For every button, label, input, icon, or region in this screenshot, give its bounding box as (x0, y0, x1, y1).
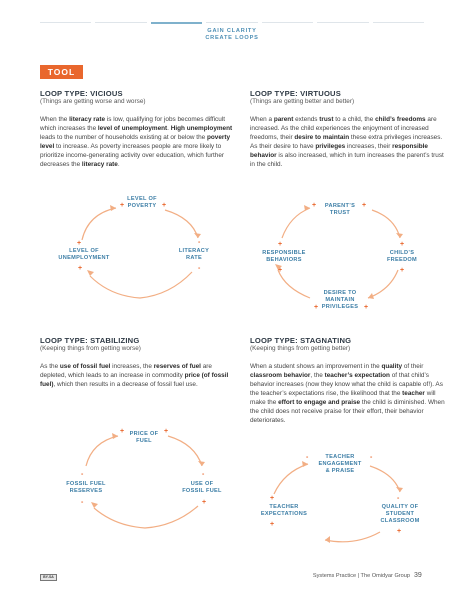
loop-title: LOOP TYPE: STAGNATING (250, 336, 352, 345)
sign-marker: + (270, 495, 275, 502)
license-badge: BY-SA (40, 574, 57, 581)
sign-marker: - (202, 471, 205, 478)
node-level-of-unemployment (58, 240, 109, 272)
stabilizing-loop-diagram (60, 422, 230, 542)
loop-subtitle: (Things are getting worse and worse) (40, 98, 146, 105)
node-label-line: MAINTAIN (325, 297, 355, 303)
section-title-line1: GAIN CLARITY (207, 28, 257, 34)
node-label-line: PARENT’S (324, 203, 356, 209)
node-label-line: RESERVES (69, 488, 103, 494)
node-label-line: LITERACY (178, 248, 210, 254)
node-label-line: DESIRE TO (323, 290, 357, 296)
sign-marker: - (198, 265, 201, 272)
node-label-line: LEVEL OF (69, 248, 99, 254)
sign-marker: - (397, 495, 400, 502)
sign-marker: + (362, 202, 367, 209)
arrow-arc (370, 466, 400, 492)
node-label-line: FOSSIL FUEL (66, 481, 106, 487)
loop-body: As the use of fossil fuel increases, the reserves of fuel are depleted, which leads to an increase in commodity price (of fossil fuel), which then results in a decrease of fossil fuel use. (40, 363, 229, 388)
node-label-line: UNEMPLOYMENT (58, 255, 110, 261)
loop-title: LOOP TYPE: VIRTUOUS (250, 89, 341, 98)
arrow-arc (90, 272, 192, 298)
node-teacher-expectations (261, 495, 307, 528)
arrow-head (396, 233, 403, 238)
node-label-line: EXPECTATIONS (260, 511, 308, 517)
sign-marker: + (312, 202, 317, 209)
node-label-line: USE OF (190, 481, 214, 487)
node-label-line: FOSSIL FUEL (182, 488, 222, 494)
node-label-line: RATE (185, 255, 203, 261)
loop-body: When a parent extends trust to a child, the child’s freedoms are increased. As the child experiences the enjoyment of increased freedoms, their desire to maintain these extra privileges increases. As their desire to have privileges increases, their responsible behavior is also increased, which in turn increases the parent’s trust in the child. (250, 116, 444, 168)
loop-stabilizing (40, 336, 236, 389)
sign-marker: - (81, 499, 84, 506)
arrow-arc (274, 464, 308, 494)
arrow-arc (86, 436, 118, 466)
arrow-head (396, 487, 403, 492)
sign-marker: + (162, 202, 167, 209)
progress-segment (373, 22, 424, 23)
arrow-head (325, 536, 330, 543)
arrow-head (304, 205, 310, 211)
loop-subtitle: (Keeping things from getting better) (250, 345, 351, 352)
sign-marker: + (120, 202, 125, 209)
arrow-head (87, 270, 94, 276)
arrow-head (110, 205, 116, 211)
node-use-of-fossil-fuel (182, 471, 222, 506)
sign-marker: + (400, 267, 405, 274)
page-number: 39 (414, 572, 422, 579)
node-literacy-rate (179, 239, 209, 272)
progress-segment (317, 22, 368, 23)
node-fossil-fuel-reserves (66, 471, 106, 506)
node-price-of-fuel (120, 428, 168, 444)
progress-segment-active (151, 22, 202, 24)
node-label-line: PRIVILEGES (321, 304, 359, 310)
node-label-line: TEACHER (269, 504, 299, 510)
sign-marker: + (270, 521, 275, 528)
loop-title: LOOP TYPE: STABILIZING (40, 336, 140, 345)
sign-marker: + (314, 304, 319, 311)
progress-segment (262, 22, 313, 23)
arrow-arc (278, 270, 310, 298)
node-responsible-behaviors (262, 241, 305, 274)
loop-stagnating (250, 336, 446, 425)
node-label-line: & PRAISE (325, 468, 355, 474)
sign-marker: - (370, 454, 373, 461)
arrow-head (302, 461, 308, 467)
arrow-arc (282, 208, 310, 238)
node-desire-to-maintain-privileges (314, 290, 368, 311)
loop-virtuous (250, 89, 446, 169)
node-quality-of-student-classroom (380, 495, 419, 535)
tool-badge: TOOL (40, 65, 83, 79)
loop-body: When a student shows an improvement in the quality of their classroom behavior, the teacher’s expectation of that child’s behavior increases (now they know what the child is capable of!). As the teacher’s expectations rise, the likelihood that the teacher will make the effort to engage and praise the child is diminished. When the child does not receive praise for their effort, their behavior deteriorates. (250, 363, 445, 424)
node-label-line: CHILD’S (389, 250, 415, 256)
sign-marker: + (77, 240, 82, 247)
node-parents-trust (312, 202, 366, 216)
arrow-head (91, 502, 98, 508)
node-label-line: FREEDOM (386, 257, 418, 263)
sign-marker: + (400, 241, 405, 248)
arrow-arc (165, 210, 198, 238)
loop-subtitle: (Things are getting better and better) (250, 98, 355, 105)
sign-marker: + (364, 304, 369, 311)
node-label-line: PRICE OF (129, 431, 159, 437)
stagnating-loop-diagram (250, 450, 430, 560)
loop-vicious (40, 89, 236, 169)
sign-marker: + (120, 428, 125, 435)
arrow-arc (82, 208, 116, 240)
node-level-of-poverty (120, 196, 166, 209)
sign-marker: + (397, 528, 402, 535)
arrow-arc (94, 506, 198, 528)
virtuous-loop-diagram (250, 190, 430, 320)
node-label-line: BEHAVIORS (266, 257, 302, 263)
section-title-line2: CREATE LOOPS (205, 35, 259, 41)
vicious-loop-diagram (60, 190, 220, 310)
progress-segment (40, 22, 91, 23)
arrow-arc (325, 532, 380, 542)
sign-marker: + (278, 267, 283, 274)
node-label-line: QUALITY OF (381, 504, 419, 510)
arrow-arc (368, 270, 398, 298)
node-label-line: FUEL (136, 438, 152, 444)
footer-credit: Systems Practice | The Omidyar Group (312, 573, 410, 579)
node-label-line: POVERTY (127, 203, 157, 209)
sign-marker: + (202, 499, 207, 506)
progress-segment (95, 22, 146, 23)
progress-segment (206, 22, 257, 23)
sign-marker: + (278, 241, 283, 248)
section-progress-bar (40, 22, 424, 24)
sign-marker: - (306, 454, 309, 461)
arrow-arc (168, 436, 202, 466)
sign-marker: + (164, 428, 169, 435)
arrow-head (112, 433, 118, 439)
node-label-line: STUDENT (385, 511, 415, 517)
node-label-line: LEVEL OF (127, 196, 157, 202)
sign-marker: - (198, 239, 201, 246)
node-label-line: RESPONSIBLE (262, 250, 306, 256)
node-label-line: CLASSROOM (380, 518, 420, 524)
section-title (0, 28, 464, 42)
node-label-line: ENGAGEMENT (318, 461, 362, 467)
node-childs-freedom (387, 241, 417, 274)
node-label-line: TEACHER (325, 454, 355, 460)
loop-title: LOOP TYPE: VICIOUS (40, 89, 123, 98)
node-teacher-engagement-praise (306, 454, 373, 474)
loop-body: When the literacy rate is low, qualifying for jobs becomes difficult which increases the level of unemployment. High unemployment leads to the number of households existing at or below the poverty level to increase. As poverty increases people are more likely to prioritize income-generating activity over education, which further decreases the literacy rate. (40, 116, 233, 168)
sign-marker: - (81, 471, 84, 478)
arrow-head (198, 461, 205, 466)
arrow-head (194, 233, 201, 238)
arrow-arc (372, 210, 400, 238)
node-label-line: TRUST (329, 210, 351, 216)
loop-subtitle: (Keeping things from getting worse) (40, 345, 141, 352)
sign-marker: + (78, 265, 83, 272)
